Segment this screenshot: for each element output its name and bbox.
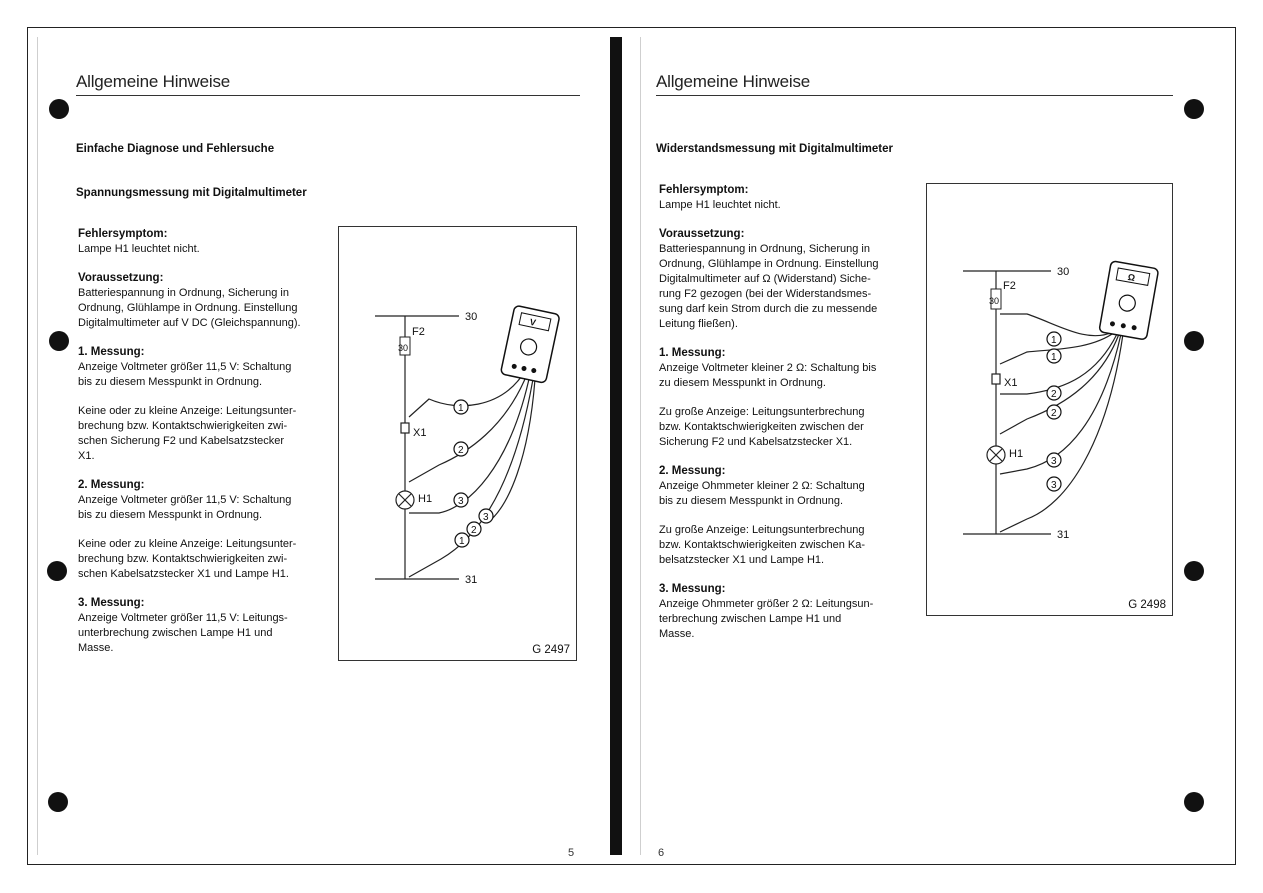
punch-hole — [48, 792, 68, 812]
left-m1-line: bis zu diesem Messpunkt in Ordnung. — [78, 376, 263, 388]
right-circuit-diagram — [927, 184, 1174, 617]
left-m1b-line: brechung bzw. Kontaktschwierigkeiten zwi- — [78, 420, 288, 432]
lamp-h1-label: H1 — [418, 493, 433, 505]
punch-hole — [1184, 792, 1204, 812]
right-m3-line: Masse. — [659, 628, 695, 640]
right-m1b-line: Zu große Anzeige: Leitungsunterbrechung — [659, 406, 865, 418]
right-m3-line: Anzeige Ohmmeter größer 2 Ω: Leitungsun- — [659, 598, 874, 610]
left-m1-title: 1. Messung: — [78, 346, 145, 358]
left-m2b-line: brechung bzw. Kontaktschwierigkeiten zwi- — [78, 553, 288, 565]
right-condition-line: Ordnung, Glühlampe in Ordnung. Einstellung — [659, 258, 879, 270]
right-m2b-line: Zu große Anzeige: Leitungsunterbrechung — [659, 524, 865, 536]
left-page-number: 5 — [568, 847, 575, 859]
right-page-number: 6 — [658, 847, 665, 859]
fuse-f2-value: 30 — [398, 343, 409, 353]
left-condition-line: Ordnung, Glühlampe in Ordnung. Einstellung — [78, 302, 298, 314]
probe-lead — [1000, 334, 1123, 532]
right-symptom-title: Fehlersymptom: — [659, 184, 749, 196]
left-m1b-line: schen Sicherung F2 und Kabelsatzstecker — [78, 435, 285, 447]
right-figure-number: G 2498 — [1128, 599, 1166, 611]
punch-hole — [1184, 99, 1204, 119]
left-m1-line: Anzeige Voltmeter größer 11,5 V: Schaltung — [78, 361, 292, 373]
marker-1-number: 1 — [1051, 352, 1057, 363]
probe-lead-common — [409, 379, 533, 577]
right-m3-title: 3. Messung: — [659, 583, 726, 595]
left-m1b-line: X1. — [78, 450, 95, 462]
left-page-margin-line — [37, 37, 38, 855]
right-m3-line: terbrechung zwischen Lampe H1 und — [659, 613, 842, 625]
left-figure — [338, 226, 577, 661]
punch-hole — [47, 561, 67, 581]
left-page-header: Allgemeine Hinweise — [76, 72, 230, 91]
left-m2b-line: Keine oder zu kleine Anzeige: Leitungsunter- — [78, 538, 297, 550]
left-m2-line: Anzeige Voltmeter größer 11,5 V: Schaltung — [78, 494, 292, 506]
left-m2-line: bis zu diesem Messpunkt in Ordnung. — [78, 509, 263, 521]
multimeter-v — [500, 305, 560, 383]
multimeter-mode-label: Ω — [1126, 271, 1136, 283]
left-m2b-line: schen Kabelsatzstecker X1 und Lampe H1. — [78, 568, 289, 580]
right-text-column — [659, 183, 914, 642]
marker-2-number: 2 — [458, 445, 464, 456]
left-section-title: Einfache Diagnose und Fehlersuche — [76, 143, 275, 155]
left-m1b-line: Keine oder zu kleine Anzeige: Leitungsunter- — [78, 405, 297, 417]
left-m3-line: Anzeige Voltmeter größer 11,5 V: Leitungs- — [78, 612, 288, 624]
left-text-column — [78, 227, 328, 656]
marker-2-number: 2 — [1051, 389, 1057, 400]
punch-hole — [1184, 561, 1204, 581]
right-m1-title: 1. Messung: — [659, 347, 726, 359]
multimeter-mode-label: V — [528, 316, 537, 328]
lamp-h1-label: H1 — [1009, 448, 1024, 460]
connector-x1-label: X1 — [413, 427, 427, 439]
right-condition-title: Voraussetzung: — [659, 228, 745, 240]
left-m3-line: unterbrechung zwischen Lampe H1 und — [78, 627, 273, 639]
left-condition-title: Voraussetzung: — [78, 272, 164, 284]
fuse-f2-label: F2 — [1003, 280, 1016, 292]
right-header-rule — [656, 95, 1173, 96]
right-page-margin-line — [640, 37, 641, 855]
punch-hole — [49, 99, 69, 119]
left-m3-title: 3. Messung: — [78, 597, 145, 609]
marker-3-number: 3 — [458, 496, 464, 507]
connector-x1-symbol — [992, 374, 1000, 384]
right-m2b-line: bzw. Kontaktschwierigkeiten zwischen Ka- — [659, 539, 866, 551]
connector-x1-label: X1 — [1004, 377, 1018, 389]
marker-3-number: 3 — [1051, 480, 1057, 491]
punch-hole — [1184, 331, 1204, 351]
punch-hole — [49, 331, 69, 351]
right-m1b-line: Sicherung F2 und Kabelsatzstecker X1. — [659, 436, 853, 448]
right-m2b-line: belsatzstecker X1 und Lampe H1. — [659, 554, 825, 566]
left-header-rule — [76, 95, 580, 96]
marker-1-number: 1 — [1051, 335, 1057, 346]
book-spine — [610, 37, 622, 855]
right-symptom-text: Lampe H1 leuchtet nicht. — [659, 199, 781, 211]
terminal-31-label: 31 — [465, 574, 478, 586]
right-condition-line: rung F2 gezogen (bei der Widerstandsmes- — [659, 288, 872, 300]
left-circuit-diagram — [339, 227, 578, 662]
right-m1-line: zu diesem Messpunkt in Ordnung. — [659, 377, 826, 389]
connector-x1-symbol — [401, 423, 409, 433]
right-condition-line: Batteriespannung in Ordnung, Sicherung in — [659, 243, 870, 255]
fuse-f2-value: 30 — [989, 296, 1000, 306]
marker-2-number: 2 — [471, 525, 477, 536]
right-m1b-line: bzw. Kontaktschwierigkeiten zwischen der — [659, 421, 864, 433]
right-m1-line: Anzeige Voltmeter kleiner 2 Ω: Schaltung bis — [659, 362, 877, 374]
fuse-f2-label: F2 — [412, 326, 425, 338]
left-subsection-title: Spannungsmessung mit Digitalmultimeter — [76, 187, 307, 199]
left-symptom-title: Fehlersymptom: — [78, 228, 168, 240]
right-m2-title: 2. Messung: — [659, 465, 726, 477]
left-m2-title: 2. Messung: — [78, 479, 145, 491]
terminal-31-label: 31 — [1057, 529, 1070, 541]
right-condition-line: Digitalmultimeter auf Ω (Widerstand) Siche- — [659, 273, 871, 285]
left-m3-line: Masse. — [78, 642, 114, 654]
marker-1-number: 1 — [459, 536, 465, 547]
marker-3-number: 3 — [483, 512, 489, 523]
left-condition-line: Batteriespannung in Ordnung, Sicherung in — [78, 287, 289, 299]
terminal-30-label: 30 — [1057, 266, 1070, 278]
marker-2-number: 2 — [1051, 408, 1057, 419]
left-condition-line: Digitalmultimeter auf V DC (Gleichspannung). — [78, 317, 301, 329]
right-condition-line: sung darf kein Strom durch die zu messende — [659, 303, 878, 315]
terminal-30-label: 30 — [465, 311, 478, 323]
right-section-title: Widerstandsmessung mit Digitalmultimeter — [656, 143, 893, 155]
marker-1-number: 1 — [458, 403, 464, 414]
right-figure — [926, 183, 1173, 616]
right-m2-line: bis zu diesem Messpunkt in Ordnung. — [659, 495, 844, 507]
left-figure-number: G 2497 — [532, 644, 570, 656]
right-condition-line: Leitung fließen). — [659, 318, 738, 330]
left-symptom-text: Lampe H1 leuchtet nicht. — [78, 243, 200, 255]
multimeter-ohm — [1099, 261, 1159, 340]
marker-3-number: 3 — [1051, 456, 1057, 467]
right-m2-line: Anzeige Ohmmeter kleiner 2 Ω: Schaltung — [659, 480, 865, 492]
right-page-header: Allgemeine Hinweise — [656, 72, 810, 91]
